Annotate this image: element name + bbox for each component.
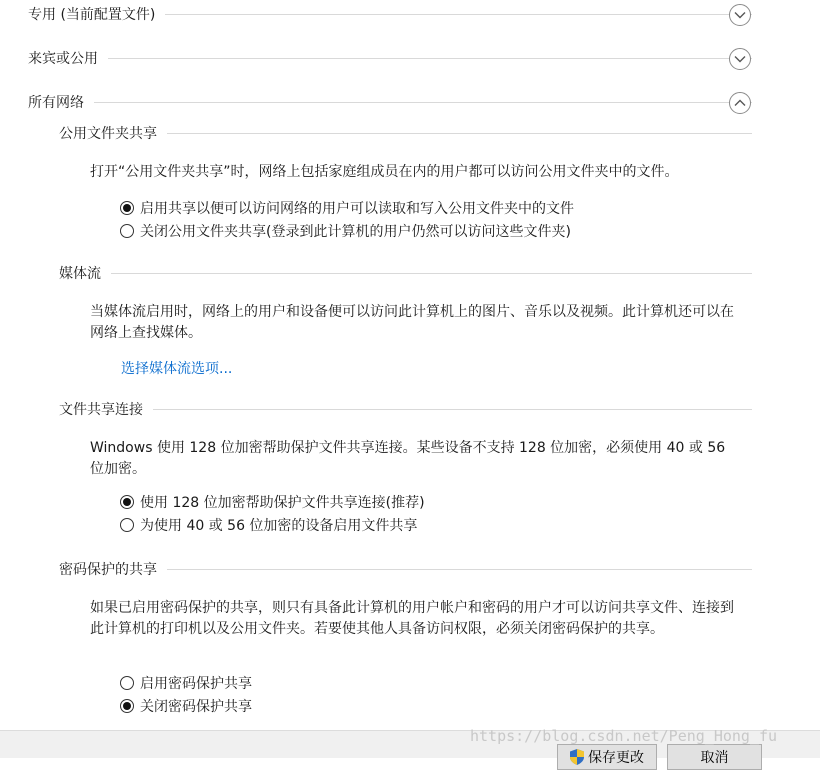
option-label: 启用密码保护共享 [140,676,252,692]
file-sharing-description: Windows 使用 128 位加密帮助保护文件共享连接。某些设备不支持 128 位加密，必须使用 40 或 56 位加密。 [90,440,726,477]
option-label: 启用共享以便可以访问网络的用户可以读取和写入公用文件夹中的文件 [140,201,574,217]
divider [111,273,752,274]
cancel-button[interactable] [667,744,762,770]
profile-guest-public-label: 来宾或公用 [28,51,98,67]
expand-private-button[interactable] [729,4,751,26]
divider [94,102,752,103]
public-folder-off-option[interactable] [120,220,571,242]
password-on-option[interactable] [120,672,252,694]
option-label: 使用 128 位加密帮助保护文件共享连接(推荐) [140,495,425,511]
password-off-option[interactable] [120,695,252,717]
section-file-sharing [59,398,752,420]
collapse-all-networks-button[interactable] [729,92,751,114]
chevron-down-icon [734,11,746,19]
section-title: 公用文件夹共享 [59,126,157,142]
option-label: 为使用 40 或 56 位加密的设备启用文件共享 [140,518,418,534]
radio-button[interactable] [120,699,134,713]
section-public-folder [59,122,752,144]
radio-button[interactable] [120,495,134,509]
uac-shield-icon [570,749,584,765]
profile-guest-public[interactable] [28,46,752,70]
profile-private-label: 专用 (当前配置文件) [28,7,156,23]
media-options-link[interactable]: 选择媒体流选项... [121,361,233,377]
encryption-128-option[interactable] [120,491,425,513]
public-folder-description: 打开“公用文件夹共享”时，网络上包括家庭组成员在内的用户都可以访问公用文件夹中的文件。 [90,164,679,180]
section-password [59,558,752,580]
profile-all-networks-label: 所有网络 [28,95,84,111]
profile-all-networks[interactable] [28,90,752,114]
public-folder-on-option[interactable] [120,197,574,219]
media-description: 当媒体流启用时，网络上的用户和设备便可以访问此计算机上的图片、音乐以及视频。此计算机还可以在网络上查找媒体。 [90,304,734,341]
section-title: 文件共享连接 [59,402,143,418]
expand-guest-public-button[interactable] [729,48,751,70]
divider [165,14,752,15]
option-label: 关闭公用文件夹共享(登录到此计算机的用户仍然可以访问这些文件夹) [140,224,571,240]
save-changes-label: 保存更改 [588,750,644,766]
divider [108,58,752,59]
radio-button[interactable] [120,224,134,238]
profile-private[interactable] [28,2,752,26]
cancel-label: 取消 [700,750,729,766]
option-label: 关闭密码保护共享 [140,699,252,715]
divider [153,409,752,410]
radio-button[interactable] [120,676,134,690]
section-title: 媒体流 [59,266,101,282]
chevron-down-icon [734,55,746,63]
password-description: 如果已启用密码保护的共享，则只有具备此计算机的用户帐户和密码的用户才可以访问共享文件、连接到此计算机的打印机以及公用文件夹。若要使其他人具备访问权限，必须关闭密码保护的共享。 [90,600,734,637]
divider [167,133,752,134]
radio-button[interactable] [120,201,134,215]
save-changes-button[interactable] [557,744,657,770]
chevron-up-icon [734,99,746,107]
divider [167,569,752,570]
encryption-40-56-option[interactable] [120,514,417,536]
section-title: 密码保护的共享 [59,562,157,578]
section-media [59,262,752,284]
watermark: https://blog.csdn.net/Peng_Hong_fu [470,727,778,745]
radio-button[interactable] [120,518,134,532]
